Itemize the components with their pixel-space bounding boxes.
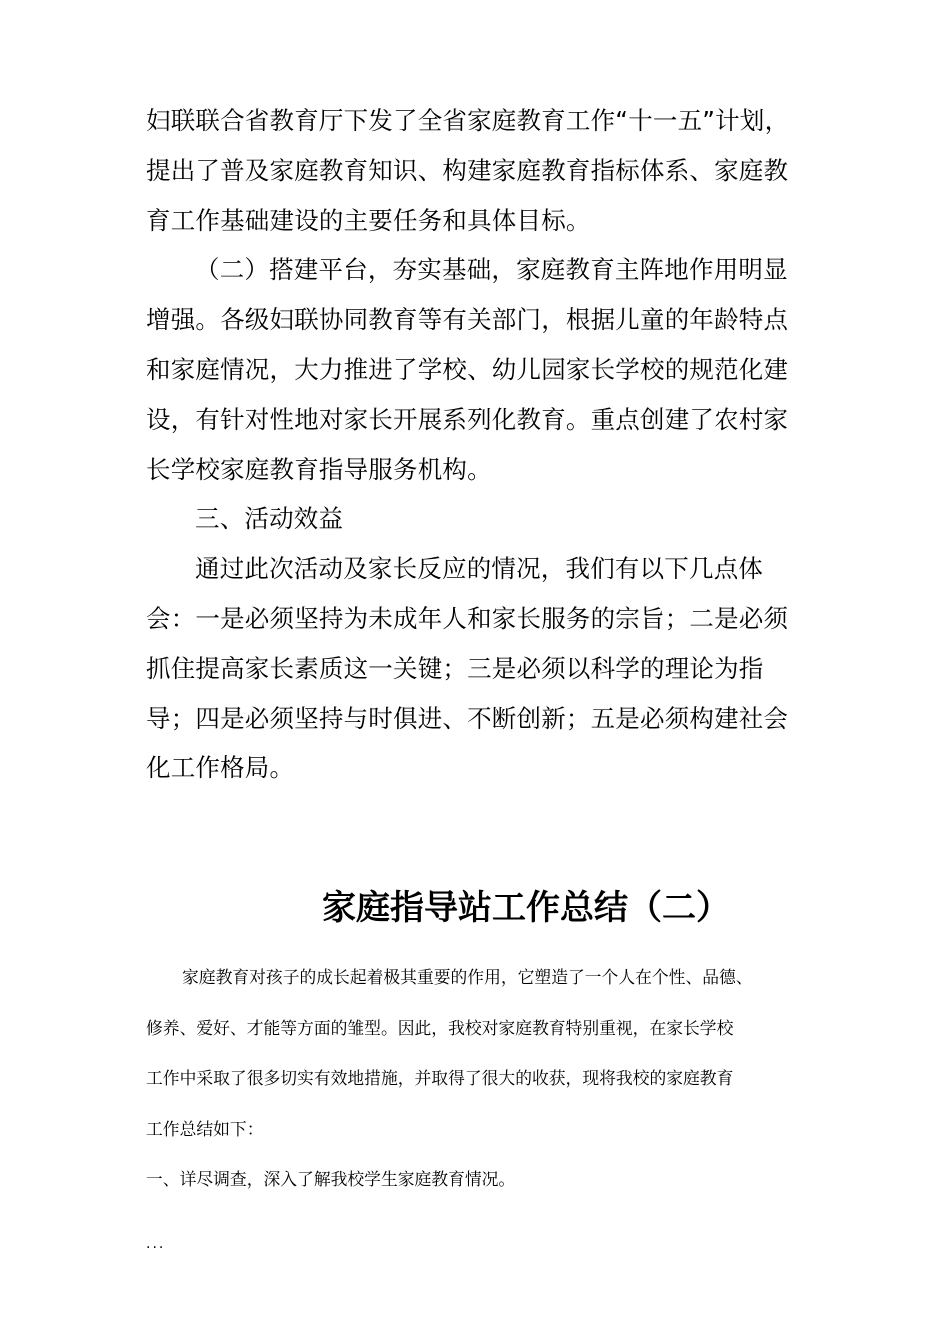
text-line: 化工作格局。 [146,753,295,783]
text-line: 增强。各级妇联协同教育等有关部门，根据儿童的年龄特点 [146,305,789,335]
text-line: 会：一是必须坚持为未成年人和家长服务的宗旨；二是必须 [146,603,789,633]
continuation-ellipsis: ... [146,1236,166,1252]
text-line: 工作中采取了很多切实有效地措施，并取得了很大的收获，现将我校的家庭教育 [146,1068,734,1088]
text-line: 育工作基础建设的主要任务和具体目标。 [146,205,591,235]
section-heading: 三、活动效益 [195,504,344,534]
text-line: 长学校家庭教育指导服务机构。 [146,454,492,484]
paragraph-section-1 [146,96,810,793]
text-line: 提出了普及家庭教育知识、构建家庭教育指标体系、家庭教 [146,155,789,185]
document-title: 家庭指导站工作总结（二） [322,888,730,928]
text-line: 通过此次活动及家长反应的情况，我们有以下几点体 [195,554,764,584]
text-line: （二）搭建平台，夯实基础，家庭教育主阵地作用明显 [195,255,788,285]
text-line: 抓住提高家长素质这一关键；三是必须以科学的理论为指 [146,653,764,683]
text-line: 设，有针对性地对家长开展系列化教育。重点创建了农村家 [146,404,789,434]
text-line: 工作总结如下： [146,1118,264,1139]
section-heading: 一、详尽调查，深入了解我校学生家庭教育情况。 [146,1169,516,1189]
text-line: 家庭教育对孩子的成长起着极其重要的作用，它塑造了一个人在个性、品德、 [182,967,753,987]
text-line: 和家庭情况，大力推进了学校、幼儿园家长学校的规范化建 [146,354,789,384]
text-line: 妇联联合省教育厅下发了全省家庭教育工作“十一五”计划， [146,106,790,135]
text-line: 导；四是必须坚持与时俱进、不断创新；五是必须构建社会 [146,703,789,733]
paragraph-section-2 [146,952,814,1205]
text-line: 修养、爱好、才能等方面的雏型。因此，我校对家庭教育特别重视，在家长学校 [146,1017,734,1038]
